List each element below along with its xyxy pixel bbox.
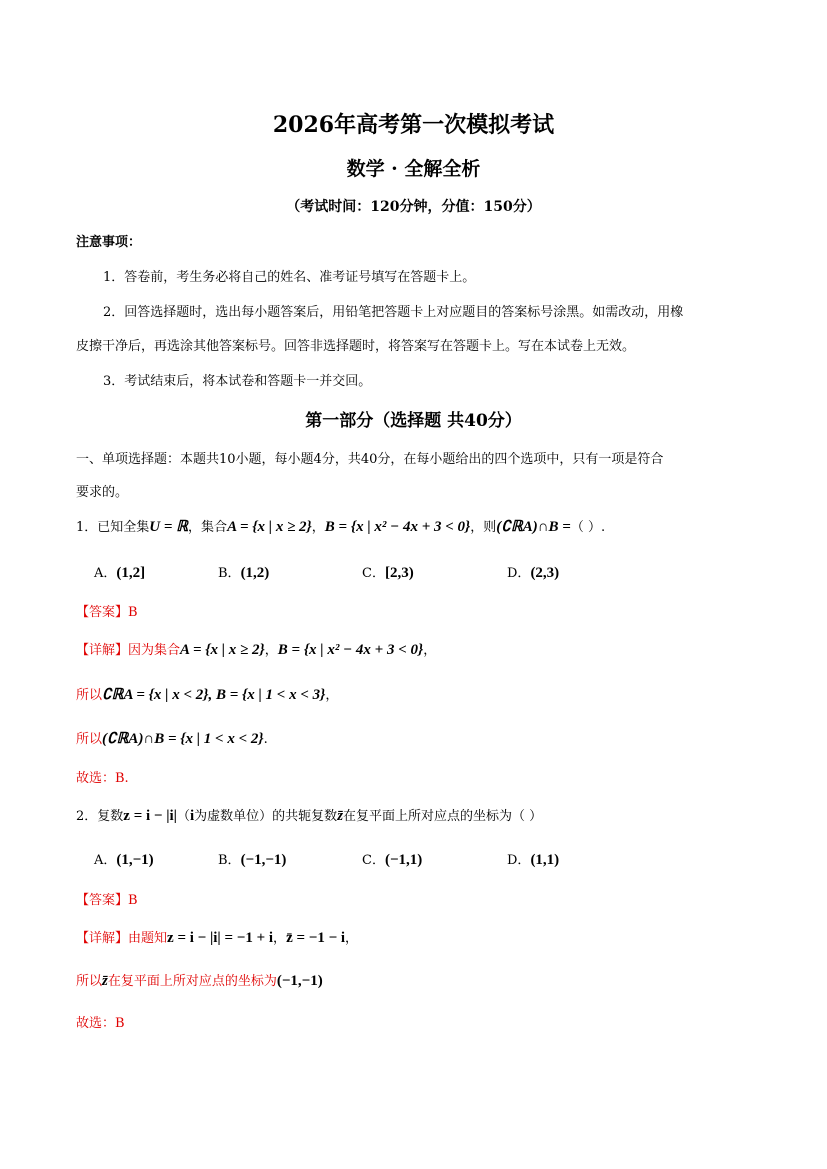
q1-stem-text-d: ，则 xyxy=(470,520,497,535)
exam-title: 2026年高考第一次模拟考试 xyxy=(272,112,555,138)
q1-answer: 【答案】B xyxy=(76,605,138,620)
notice-item-2-line2: 皮擦干净后，再选涂其他答案标号。回答非选择题时，将答案写在答题卡上。写在本试卷上无效。 xyxy=(76,339,636,354)
q2-detail-line2: 所以z̄在复平面上所对应点的坐标为(−1,−1) xyxy=(76,973,323,989)
notice-item-1: 1．答卷前，考生务必将自己的姓名、准考证号填写在答题卡上。 xyxy=(103,270,476,285)
q2-detail-line1: 【详解】由题知z = i − |i| = −1 + i，z̄ = −1 − i， xyxy=(76,930,359,946)
section-intro-line2: 要求的。 xyxy=(76,485,129,500)
q1-option-d: D．(2,3) xyxy=(507,565,560,581)
question-1-stem xyxy=(76,516,605,536)
q2-option-c: C．(−1,1) xyxy=(362,852,423,868)
q1-detail-line1: 【详解】因为集合A = {x | x ≥ 2}，B = {x | x² − 4x + 3 < 0}， xyxy=(76,642,437,658)
q1-detail-line2: 所以∁ℝA = {x | x < 2}, B = {x | 1 < x < 3}， xyxy=(76,687,339,703)
q1-set-b: B = {x | x² − 4x + 3 < 0} xyxy=(324,519,471,535)
exam-subtitle: 数学 · 全解全析 xyxy=(346,158,481,180)
section-title: 第一部分（选择题 共40分） xyxy=(305,411,522,431)
q2-option-d: D．(1,1) xyxy=(507,852,560,868)
notice-item-2-line1: 2．回答选择题时，选出每小题答案后，用铅笔把答题卡上对应题目的答案标号涂黑。如需改动，用橡 xyxy=(103,305,684,320)
q2-option-b: B．(−1,−1) xyxy=(218,852,287,868)
q2-option-a: A．(1,−1) xyxy=(94,852,154,868)
notice-item-3: 3．考试结束后，将本试卷和答题卡一并交回。 xyxy=(103,374,372,389)
exam-info: （考试时间：120分钟，分值：150分） xyxy=(286,199,541,215)
section-intro-line1: 一、单项选择题：本题共10小题，每小题4分，共40分，在每小题给出的四个选项中，只有一项是符合 xyxy=(76,452,664,467)
q1-option-b: B．(1,2) xyxy=(218,565,270,581)
q1-stem-text-a: 1．已知全集 xyxy=(76,520,150,535)
q1-set-a: A = {x | x ≥ 2} xyxy=(227,519,312,535)
q2-answer: 【答案】B xyxy=(76,893,138,908)
q1-stem-text-c: ， xyxy=(311,520,325,535)
q1-universal-set: U = ℝ xyxy=(149,519,189,535)
notice-heading: 注意事项： xyxy=(76,235,142,250)
q1-stem-text-b: ，集合 xyxy=(188,520,228,535)
question-2-stem: 2．复数z = i − |i|（i为虚数单位）的共轭复数z̄在复平面上所对应点的坐标为（ ） xyxy=(76,808,543,824)
q1-expression: (∁ℝA)∩B = xyxy=(496,519,571,535)
q1-detail-line3: 所以(∁ℝA)∩B = {x | 1 < x < 2}. xyxy=(76,731,268,747)
q2-conclusion: 故选：B xyxy=(76,1016,125,1031)
q1-conclusion: 故选：B. xyxy=(76,771,129,786)
q1-option-a: A．(1,2] xyxy=(94,565,146,581)
q1-option-c: C．[2,3) xyxy=(362,565,414,581)
q1-stem-text-e: （ ）. xyxy=(570,520,606,535)
